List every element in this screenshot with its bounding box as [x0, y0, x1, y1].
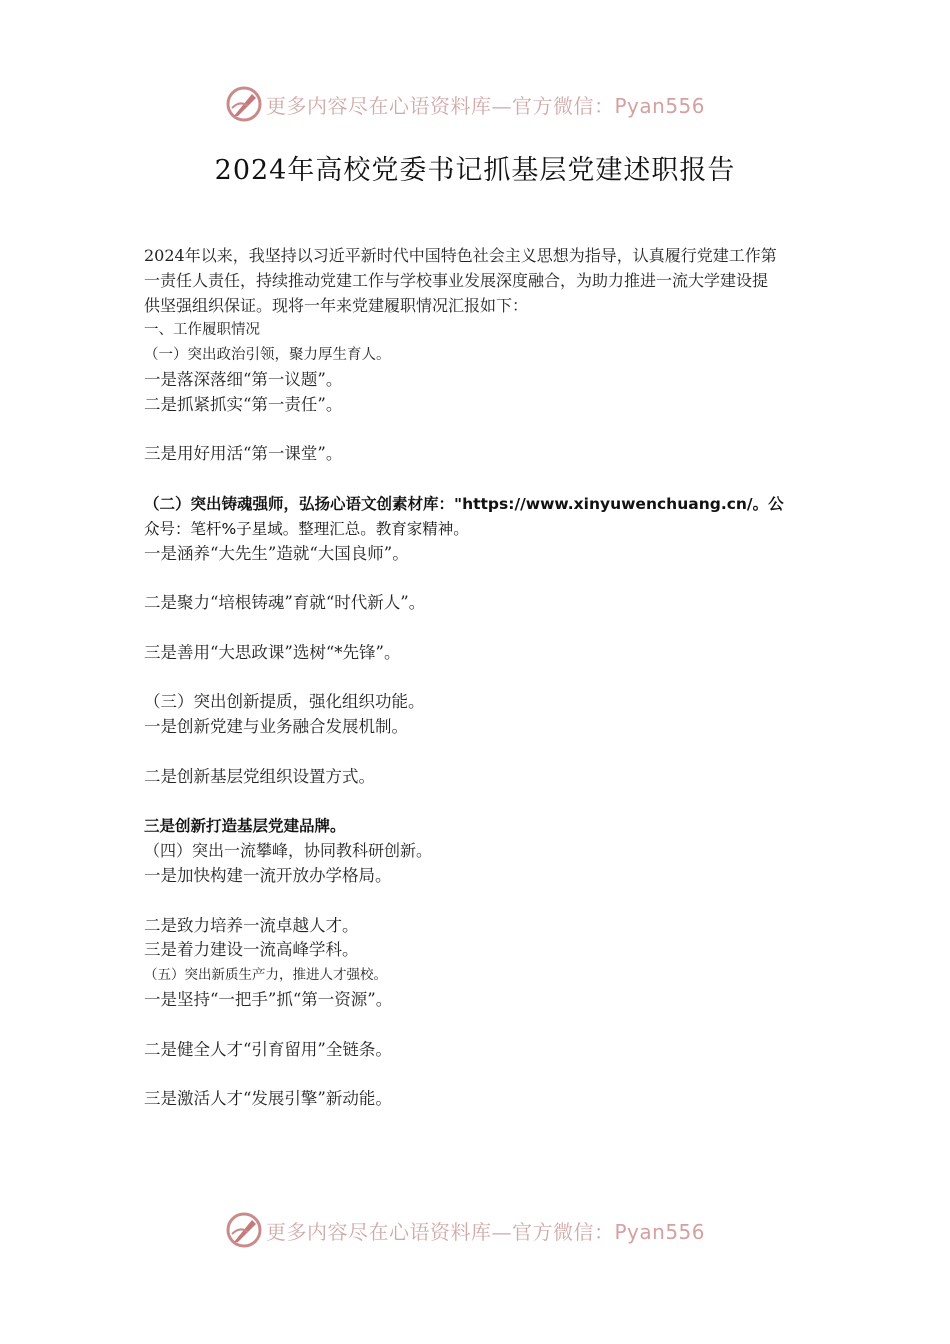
- banner-text: 更多内容尽在心语资料库—官方微信：Pyan556: [266, 1219, 706, 1244]
- paragraph: 二是健全人才“引育留用”全链条。: [144, 1039, 392, 1059]
- footer-banner: [0, 1210, 950, 1250]
- paragraph: 三是善用“大思政课”选树“*先锋”。: [144, 642, 401, 662]
- paragraph: 一是加快构建一流开放办学格局。: [144, 865, 392, 885]
- section-heading: 一、工作履职情况: [144, 322, 260, 339]
- paragraph: 二是抓紧抓实“第一责任”。: [144, 394, 343, 414]
- intro-line: 供坚强组织保证。现将一年来党建履职情况汇报如下：: [144, 295, 529, 315]
- subsection-heading: （二）突出铸魂强师，弘扬心语文创素材库："https://www.xinyuwenchuang.cn/。公: [144, 494, 784, 513]
- paragraph: 一是创新党建与业务融合发展机制。: [144, 717, 408, 737]
- intro-line: 2024年以来，我坚持以习近平新时代中国特色社会主义思想为指导，认真履行党建工作第: [144, 246, 777, 265]
- paragraph: 二是致力培养一流卓越人才。: [144, 915, 359, 935]
- banner-text: 更多内容尽在心语资料库—官方微信：Pyan556: [266, 93, 706, 118]
- paragraph: 三是激活人才“发展引擎”新动能。: [144, 1089, 392, 1109]
- paragraph: 二是创新基层党组织设置方式。: [144, 766, 375, 786]
- quill-pen-logo-icon: [226, 1212, 262, 1248]
- header-banner: [0, 84, 950, 124]
- subsection-heading: （四）突出一流攀峰，协同教科研创新。: [144, 841, 433, 861]
- paragraph: 一是坚持“一把手”抓“第一资源”。: [144, 989, 393, 1009]
- subsection-heading: （五）突出新质生产力，推进人才强校。: [144, 967, 387, 984]
- paragraph: 三是用好用活“第一课堂”。: [144, 444, 343, 464]
- subsection-heading: 众号：笔杆%子星域。整理汇总。教育家精神。: [144, 519, 469, 538]
- paragraph: 三是着力建设一流高峰学科。: [144, 940, 359, 960]
- document-title: 2024年高校党委书记抓基层党建述职报告: [214, 155, 736, 186]
- paragraph: 一是涵养“大先生”造就“大国良师”。: [144, 543, 409, 563]
- quill-pen-logo-icon: [226, 86, 262, 122]
- paragraph: 一是落深落细“第一议题”。: [144, 369, 343, 389]
- subsection-heading: （三）突出创新提质，强化组织功能。: [144, 692, 425, 712]
- intro-line: 一责任人责任，持续推动党建工作与学校事业发展深度融合，为助力推进一流大学建设提: [144, 270, 769, 290]
- paragraph: 三是创新打造基层党建品牌。: [144, 817, 346, 836]
- document-body: [144, 244, 814, 1112]
- subsection-heading: （一）突出政治引领，聚力厚生育人。: [144, 347, 391, 364]
- paragraph: 二是聚力“培根铸魂”育就“时代新人”。: [144, 593, 426, 613]
